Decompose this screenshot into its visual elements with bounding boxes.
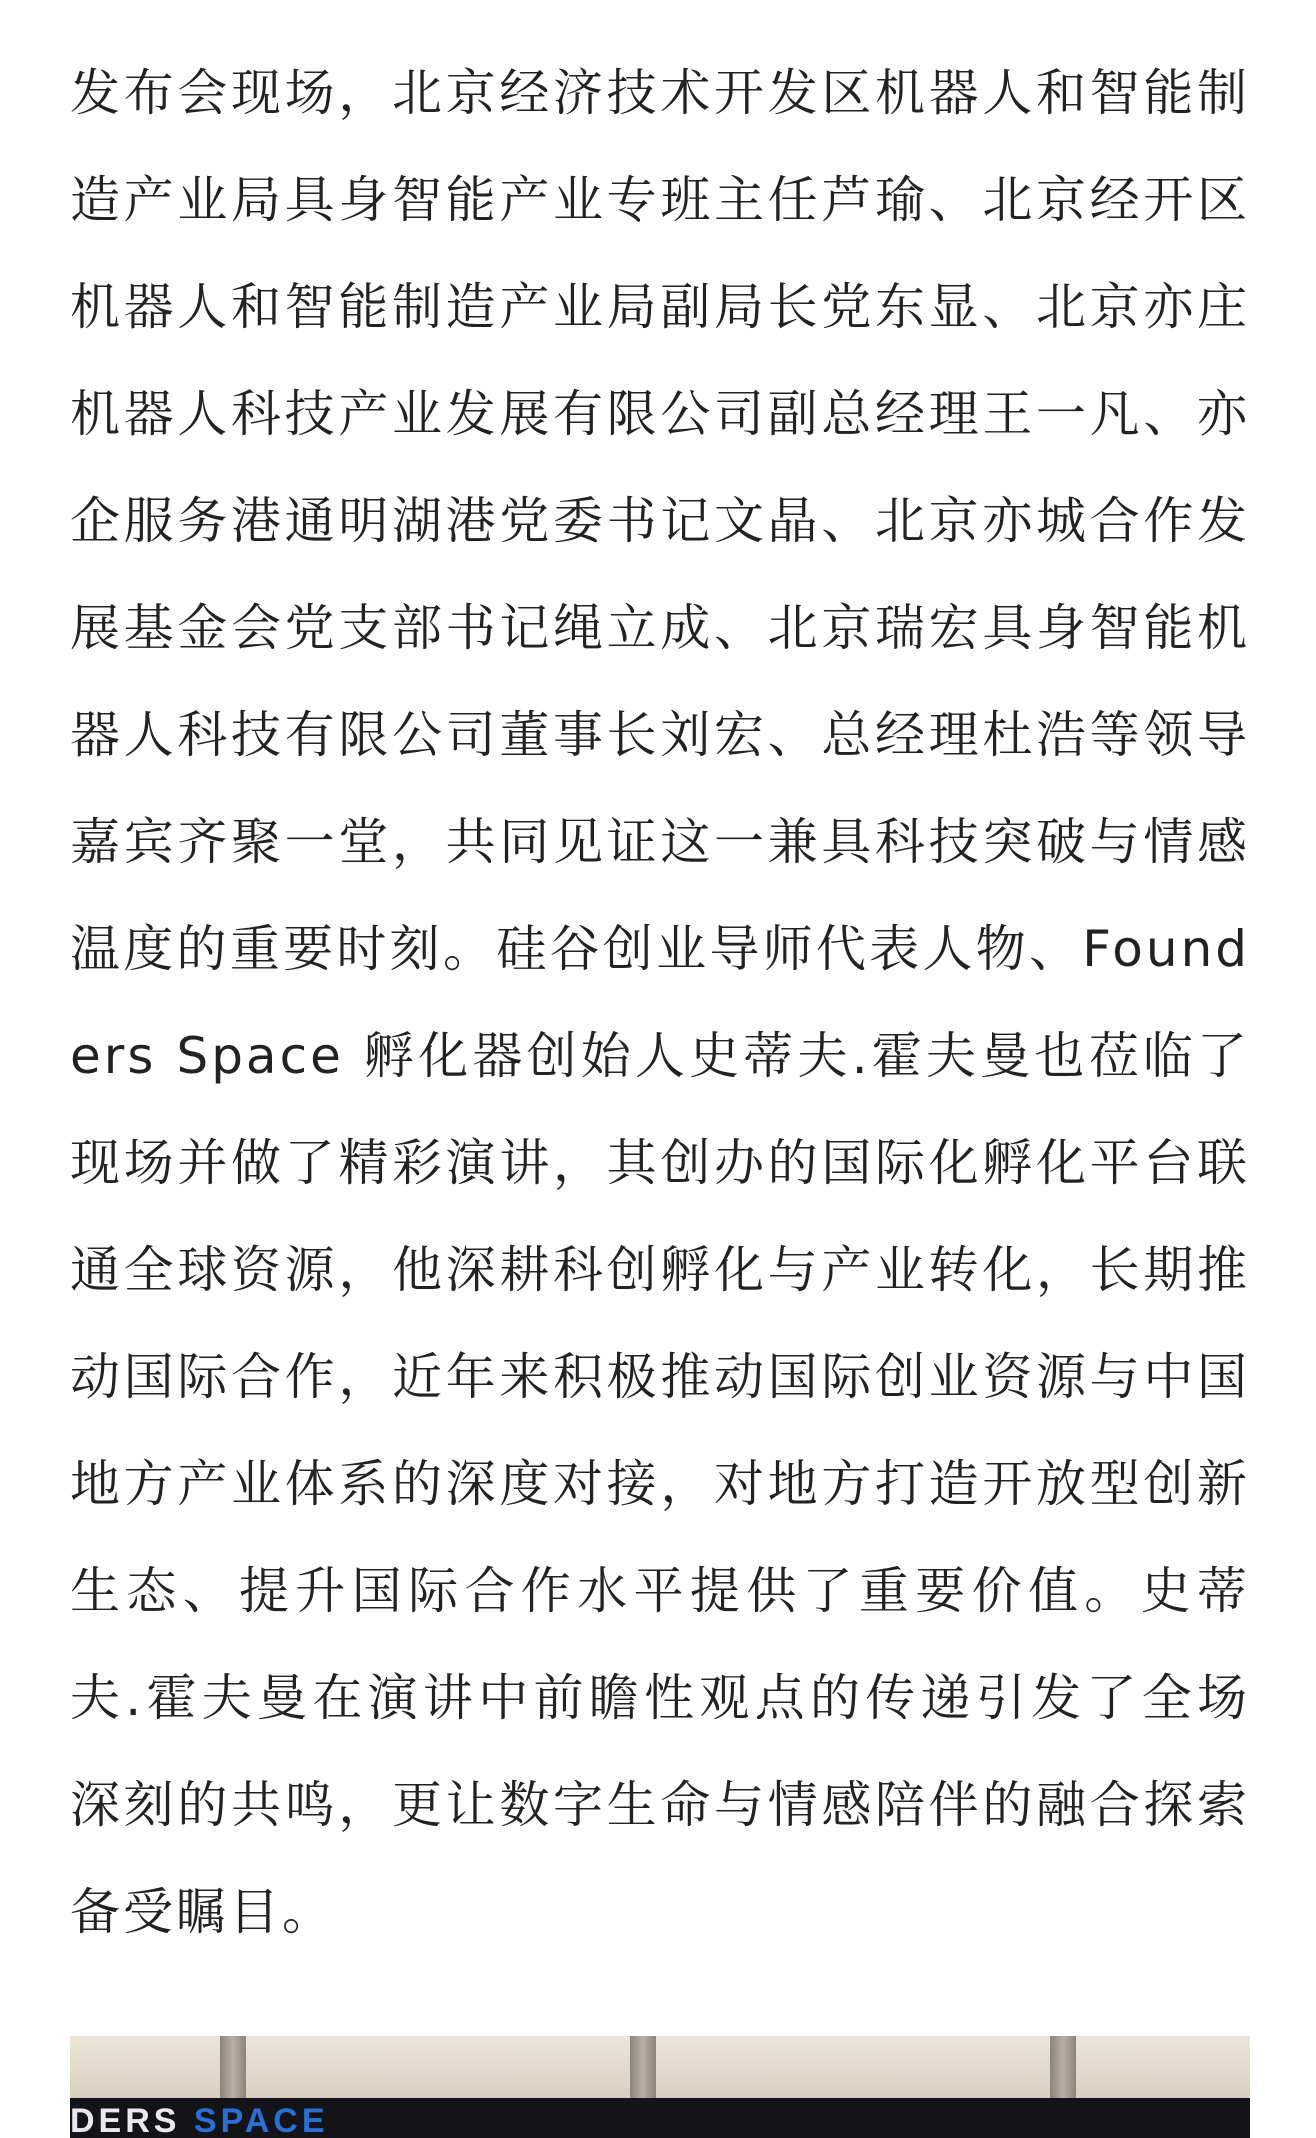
- stage-screen-text: DERS SPACE: [70, 2102, 329, 2138]
- article-paragraph: 发布会现场，北京经济技术开发区机器人和智能制造产业局具身智能产业专班主任芦瑜、北京经开区机器人和智能制造产业局副局长党东显、北京亦庄机器人科技产业发展有限公司副总经理王一凡、亦企服务港通明湖港党委书记文晶、北京亦城合作发展基金会党支部书记绳立成、北京瑞宏具身智能机器人科技有限公司董事长刘宏、总经理杜浩等领导嘉宾齐聚一堂，共同见证这一兼具科技突破与情感温度的重要时刻。硅谷创业导师代表人物、Founders Space 孵化器创始人史蒂夫.霍夫曼也莅临了现场并做了精彩演讲，其创办的国际化孵化平台联通全球资源，他深耕科创孵化与产业转化，长期推动国际合作，近年来积极推动国际创业资源与中国地方产业体系的深度对接，对地方打造开放型创新生态、提升国际合作水平提供了重要价值。史蒂夫.霍夫曼在演讲中前瞻性观点的传递引发了全场深刻的共鸣，更让数字生命与情感陪伴的融合探索备受瞩目。: [70, 64, 1250, 1941]
- photo-ceiling: [70, 2036, 1250, 2098]
- stage-screen: [70, 2098, 1250, 2138]
- event-photo: [70, 2036, 1250, 2138]
- ceiling-beam: [220, 2036, 246, 2098]
- ceiling-beam: [630, 2036, 656, 2098]
- article-body: [70, 0, 1250, 1966]
- ceiling-beam: [1050, 2036, 1076, 2098]
